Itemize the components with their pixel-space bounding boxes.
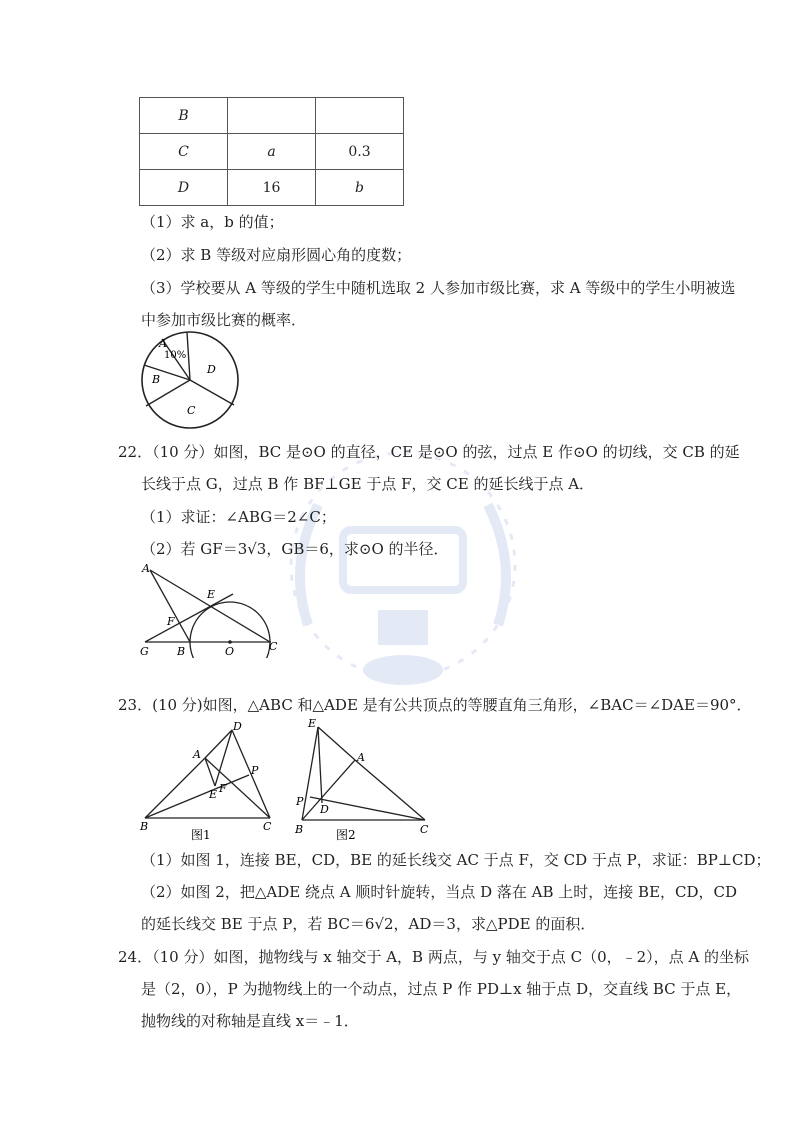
q22-part1: （1）求证：∠ABG＝2∠C； bbox=[141, 508, 336, 526]
q21-part1: （1）求 a，b 的值； bbox=[141, 213, 284, 231]
fig22-label-g: G bbox=[140, 645, 149, 658]
fig1-label-p: P bbox=[251, 764, 259, 777]
fig1-label-c: C bbox=[263, 820, 272, 833]
fig22-label-c: C bbox=[269, 640, 278, 653]
q23-stem: 23．(10 分)如图，△ABC 和△ADE 是有公共顶点的等腰直角三角形，∠BAC＝∠DAE＝90°． bbox=[118, 696, 752, 714]
q22-stem-line1: 22．（10 分）如图，BC 是⊙O 的直径，CE 是⊙O 的弦，过点 E 作⊙O 的切线，交 CB 的延 bbox=[118, 443, 740, 461]
fig22-label-o: O bbox=[225, 645, 235, 658]
fig22-label-e: E bbox=[207, 588, 216, 601]
q21-part3-line1: （3）学校要从 A 等级的学生中随机选取 2 人参加市级比赛，求 A 等级中的学生小明被选 bbox=[141, 279, 736, 297]
table-cell: D bbox=[140, 170, 228, 206]
q23-part2-line2: 的延长线交 BE 于点 P，若 BC＝6√2，AD＝3，求△PDE 的面积． bbox=[141, 915, 596, 933]
q23-figure2 bbox=[290, 715, 440, 843]
table-cell: 16 bbox=[228, 170, 316, 206]
pie-label-d: D bbox=[207, 363, 216, 376]
table-cell: b bbox=[316, 170, 404, 206]
fig1-caption: 图1 bbox=[191, 828, 211, 842]
fig2-label-b: B bbox=[295, 823, 304, 836]
q24-stem-line3: 抛物线的对称轴是直线 x＝﹣1． bbox=[141, 1012, 359, 1030]
table-row bbox=[140, 98, 404, 134]
fig2-label-d: D bbox=[320, 803, 329, 816]
table-cell bbox=[228, 98, 316, 134]
fig22-label-b: B bbox=[177, 645, 186, 658]
table-cell: B bbox=[140, 98, 228, 134]
pie-chart-figure bbox=[132, 330, 252, 430]
fig1-label-a: A bbox=[193, 748, 201, 761]
fig1-label-b: B bbox=[140, 820, 149, 833]
fig22-label-f: F bbox=[167, 615, 175, 628]
fig2-label-a: A bbox=[357, 751, 365, 764]
q21-part2: （2）求 B 等级对应扇形圆心角的度数； bbox=[141, 246, 412, 264]
q24-stem-line2: 是（2，0），P 为抛物线上的一个动点，过点 P 作 PD⊥x 轴于点 D，交直线 BC 于点 E， bbox=[141, 980, 742, 998]
pie-label-a: A bbox=[159, 337, 167, 350]
table-row bbox=[140, 134, 404, 170]
q22-stem-line2: 长线于点 G，过点 B 作 BF⊥GE 于点 F，交 CE 的延长线于点 A． bbox=[141, 475, 595, 493]
q23-part2-line1: （2）如图 2，把△ADE 绕点 A 顺时针旋转，当点 D 落在 AB 上时，连接 BE，CD，CD bbox=[141, 883, 738, 901]
q21-part3-line2: 中参加市级比赛的概率． bbox=[141, 311, 307, 329]
q22-figure bbox=[135, 558, 285, 658]
table-cell: C bbox=[140, 134, 228, 170]
fig2-label-c: C bbox=[420, 823, 429, 836]
table-row bbox=[140, 170, 404, 206]
pie-label-c: C bbox=[187, 404, 196, 417]
table-cell: 0.3 bbox=[316, 134, 404, 170]
fig22-label-a: A bbox=[142, 562, 150, 575]
fig1-label-f: F bbox=[219, 782, 227, 795]
fig2-caption: 图2 bbox=[336, 828, 356, 842]
q23-part1: （1）如图 1，连接 BE，CD，BE 的延长线交 AC 于点 F，交 CD 于点 P，求证：BP⊥CD； bbox=[141, 851, 771, 869]
pie-label-b: B bbox=[152, 373, 161, 386]
grade-table bbox=[139, 97, 404, 206]
fig1-label-d: D bbox=[233, 720, 242, 733]
fig2-label-e: E bbox=[308, 717, 317, 730]
fig2-label-p: P bbox=[296, 795, 304, 808]
q24-stem-line1: 24．（10 分）如图，抛物线与 x 轴交于 A，B 两点，与 y 轴交于点 C（0，﹣2），点 A 的坐标 bbox=[118, 948, 750, 966]
table-cell: a bbox=[228, 134, 316, 170]
fig1-label-e: E bbox=[209, 788, 218, 801]
pie-label-pct: 10% bbox=[164, 350, 187, 361]
q22-part2: （2）若 GF＝3√3，GB＝6，求⊙O 的半径． bbox=[141, 540, 449, 558]
table-cell bbox=[316, 98, 404, 134]
q23-figure1 bbox=[135, 718, 285, 843]
